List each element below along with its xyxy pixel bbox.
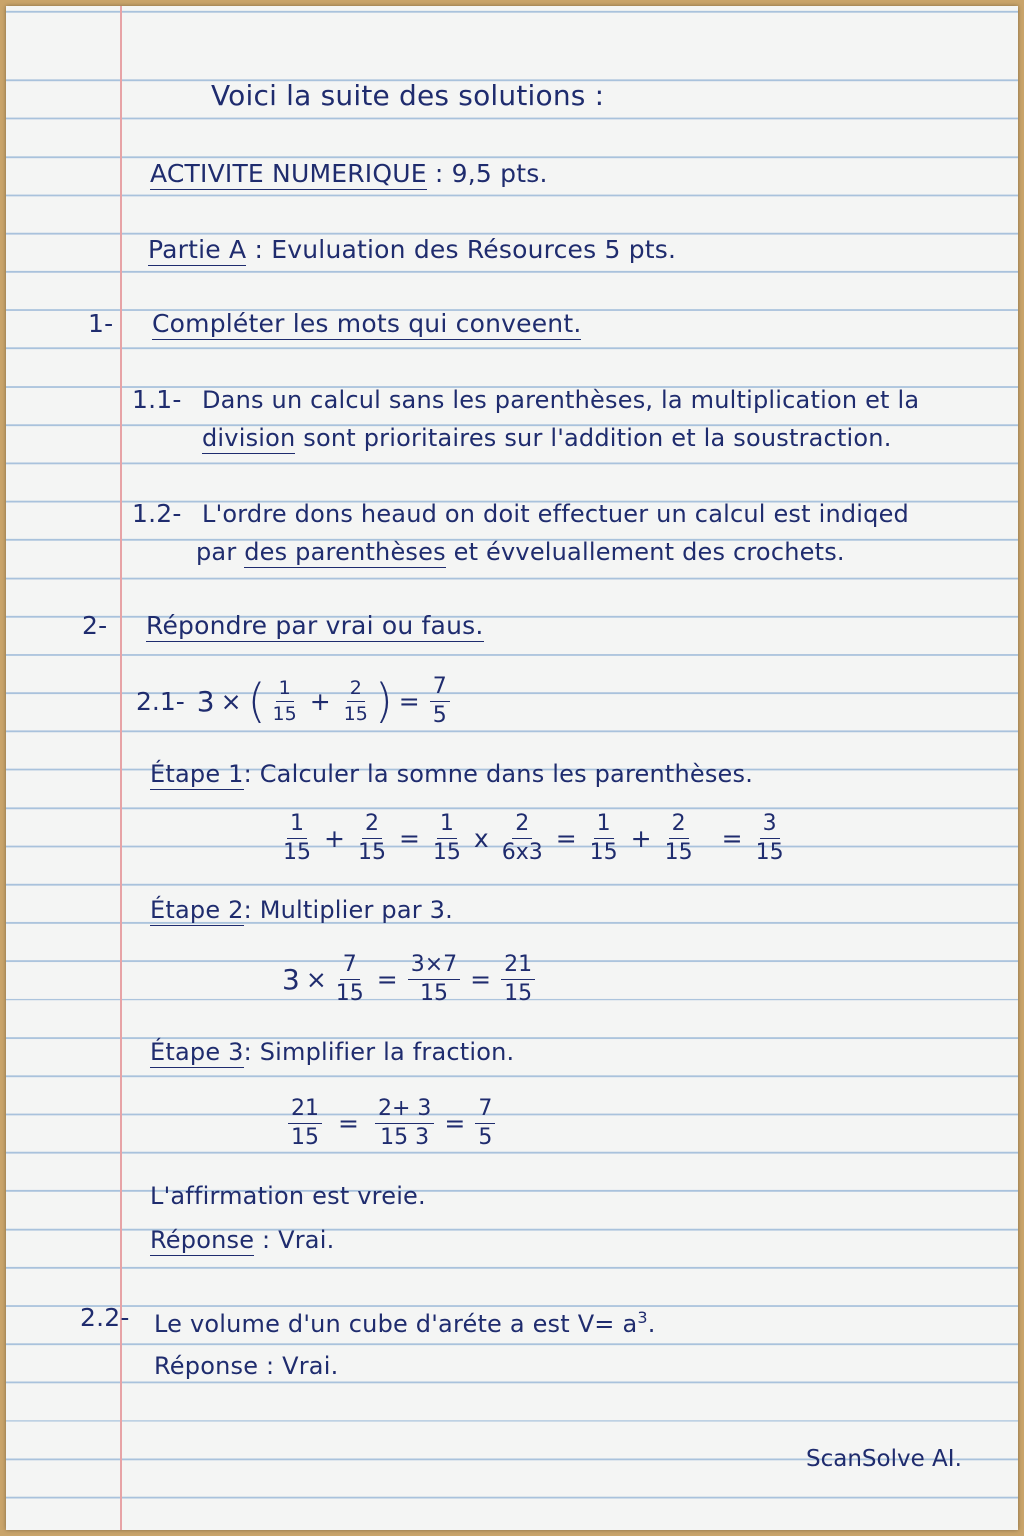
denominator: 5	[478, 1124, 493, 1150]
step3-frac-b	[375, 1095, 434, 1150]
numerator: 1	[276, 679, 294, 702]
step1-math	[276, 806, 791, 870]
step1-frac-c	[430, 810, 464, 865]
q12-line2-rest: et évveluallement des crochets.	[445, 538, 845, 566]
step1-frac-b	[355, 810, 389, 865]
denominator: 15	[755, 839, 784, 865]
q11-number: 1.1-	[132, 385, 182, 414]
denominator: 15	[335, 980, 364, 1006]
part-a-label: Partie A	[148, 235, 247, 264]
numerator: 21	[501, 954, 535, 980]
denominator: 15 3	[380, 1124, 430, 1150]
step2-frac-b	[408, 951, 460, 1006]
denominator: 15	[419, 980, 448, 1006]
q22-number: 2.2-	[80, 1303, 130, 1332]
q21-number: 2.1-	[136, 686, 185, 716]
denominator: 15	[291, 1124, 319, 1150]
q21-answer-value: : Vrai.	[254, 1226, 335, 1254]
step1-frac-d	[499, 810, 546, 865]
q21-answer	[150, 1224, 334, 1256]
step2-times: ×	[305, 964, 327, 994]
step1-frac-f	[662, 810, 696, 865]
step2-frac-a	[333, 951, 367, 1006]
q12-line2-pre: par	[196, 538, 245, 566]
part-a-heading	[148, 234, 676, 266]
q22-answer: Réponse : Vrai.	[154, 1352, 339, 1380]
step2-math	[282, 946, 539, 1012]
step2-text: : Multiplier par 3.	[243, 896, 453, 924]
activity-label: ACTIVITE NUMERIQUE	[150, 159, 427, 188]
numerator: 2	[512, 813, 532, 839]
numerator: 2+ 3	[375, 1098, 434, 1124]
numerator: 2	[347, 679, 365, 702]
q12-number: 1.2-	[132, 499, 182, 528]
step3-eq1: =	[338, 1108, 359, 1138]
step3-eq2: =	[444, 1108, 466, 1138]
q22-end: .	[647, 1310, 656, 1338]
step1-eq1: =	[398, 823, 420, 853]
step3-text: : Simplifier la fraction.	[243, 1038, 515, 1066]
denominator: 5	[432, 702, 447, 728]
q21-answer-label: Réponse	[150, 1226, 255, 1254]
numerator: 2	[362, 813, 382, 839]
step1-frac-a	[280, 810, 314, 865]
step3-label: Étape 3	[150, 1038, 244, 1066]
denominator: 15	[283, 839, 311, 865]
numerator: 1	[287, 813, 307, 839]
step2-label: Étape 2	[150, 896, 244, 924]
activity-points: : 9,5 pts.	[426, 159, 548, 188]
step2-eq2: =	[470, 964, 492, 994]
q2-number: 2-	[82, 611, 108, 640]
denominator: 15	[664, 839, 693, 865]
step1-op3: +	[630, 823, 652, 853]
numerator: 21	[288, 1098, 322, 1124]
q12-line2	[196, 536, 845, 568]
q11-line1: Dans un calcul sans les parenthèses, la multiplication et la	[202, 386, 920, 414]
page-title: Voici la suite des solutions :	[211, 79, 605, 112]
q21-times: ×	[220, 686, 242, 716]
denominator: 15	[272, 702, 297, 725]
activity-heading	[150, 158, 548, 190]
q22-text: Le volume d'un cube d'aréte a est V= a	[154, 1310, 638, 1338]
numerator: 7	[430, 676, 450, 702]
q21-conclusion: L'affirmation est vreie.	[150, 1182, 426, 1210]
q21-result-fraction	[430, 673, 450, 728]
q21-factor: 3	[196, 684, 215, 718]
denominator: 15	[343, 702, 368, 725]
numerator: 1	[437, 813, 457, 839]
q21-expression	[136, 668, 454, 734]
q12-answer: des parenthèses	[244, 538, 446, 566]
numerator: 3×7	[408, 954, 460, 980]
numerator: 2	[669, 813, 689, 839]
q21-plus: +	[309, 686, 331, 716]
numerator: 7	[340, 954, 360, 980]
q21-fraction-2	[341, 676, 371, 725]
step1-heading	[150, 758, 753, 790]
numerator: 3	[760, 813, 780, 839]
q1-label: Compléter les mots qui conveent.	[152, 309, 582, 338]
numerator: 1	[594, 813, 614, 839]
q2-label: Répondre par vrai ou faus.	[146, 611, 484, 640]
step3-frac-c	[475, 1095, 495, 1150]
q22-exponent: 3	[637, 1308, 648, 1327]
step1-eq2: =	[555, 823, 577, 853]
q21-paren-close: )	[374, 674, 393, 728]
q12-line1: L'ordre dons heaud on doit effectuer un calcul est indiqed	[202, 500, 909, 528]
step1-text: : Calculer la somne dans les parenthèses.	[243, 760, 754, 788]
denominator: 6x3	[501, 839, 543, 865]
step1-op1: +	[324, 823, 345, 853]
denominator: 15	[357, 839, 386, 865]
denominator: 15	[504, 980, 533, 1006]
step3-heading	[150, 1036, 514, 1068]
q22-statement	[154, 1302, 656, 1340]
notebook-page	[6, 6, 1018, 1530]
part-a-rest: : Evuluation des Résources 5 pts.	[246, 235, 677, 264]
step1-frac-e	[587, 810, 621, 865]
step1-eq3: =	[721, 823, 743, 853]
step2-factor: 3	[282, 962, 300, 996]
q21-fraction-1	[270, 676, 300, 725]
step1-label: Étape 1	[150, 760, 244, 788]
q1-heading	[152, 308, 581, 340]
step2-heading	[150, 894, 453, 926]
step1-op2: x	[473, 823, 489, 853]
denominator: 15	[589, 839, 618, 865]
step2-eq1: =	[376, 964, 398, 994]
q11-line2	[202, 422, 892, 454]
step3-math	[284, 1090, 499, 1156]
step1-frac-g	[753, 810, 787, 865]
numerator: 7	[475, 1098, 495, 1124]
signature: ScanSolve AI.	[806, 1446, 962, 1472]
step3-frac-a	[288, 1095, 322, 1150]
q1-number: 1-	[88, 309, 114, 338]
denominator: 15	[432, 839, 461, 865]
q21-equals: =	[398, 686, 420, 716]
q2-heading	[146, 610, 484, 642]
step2-frac-c	[501, 951, 535, 1006]
q11-line2-rest: sont prioritaires sur l'addition et la soustraction.	[295, 424, 892, 452]
q21-paren-open: (	[247, 674, 266, 728]
q11-answer: division	[202, 424, 296, 452]
